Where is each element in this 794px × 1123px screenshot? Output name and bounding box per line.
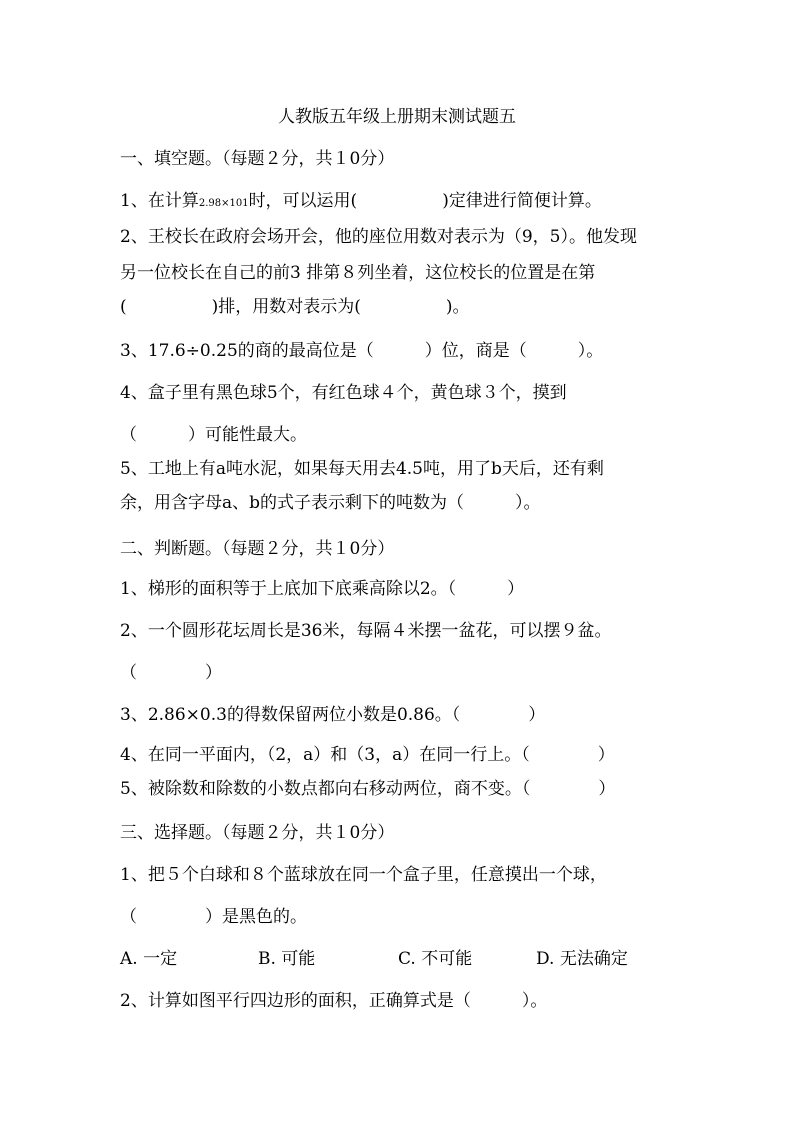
section-2-heading: 二、判断题。（每题２分，共１0分）: [120, 539, 395, 559]
question-1-2-line2: 另一位校长在自己的前3 排第８列坐着，这位校长的位置是在第: [120, 263, 596, 283]
question-1-3: 3、17.6÷0.25的商的最高位是（ ）位，商是（ ）。: [120, 341, 604, 361]
question-2-2-line2: （ ）: [120, 663, 222, 683]
question-1-1: [120, 190, 602, 215]
option-c: C. 不可能: [398, 949, 473, 969]
option-d: D. 无法确定: [536, 949, 628, 969]
question-1-4-line2: （ ）可能性最大。: [120, 425, 307, 445]
question-1-4-line1: 4、盒子里有黑色球5个，有红色球４个，黄色球３个，摸到: [120, 383, 567, 403]
question-2-2-line1: 2、一个圆形花坛周长是36米，每隔４米摆一盆花，可以摆９盆。: [120, 621, 612, 641]
question-1-5-line2: 余，用含字母a、b的式子表示剩下的吨数为（ ）。: [120, 493, 541, 513]
question-1-1-suffix: 时，可以运用( )定律进行简便计算。: [248, 191, 602, 211]
question-3-1-line1: 1、把５个白球和８个蓝球放在同一个盒子里，任意摸出一个球，: [120, 865, 607, 885]
question-1-1-prefix: 1、在计算: [120, 191, 199, 211]
page-title: 人教版五年级上册期末测试题五: [278, 107, 516, 127]
question-1-2-line1: 2、王校长在政府会场开会，他的座位用数对表示为（9，5）。他发现: [120, 227, 637, 247]
question-1-1-expression: 2.98×101: [198, 198, 249, 209]
section-1-heading: 一、填空题。（每题２分，共１0分）: [120, 149, 395, 169]
question-1-5-line1: 5、工地上有a吨水泥，如果每天用去4.5吨，用了b天后，还有剩: [120, 459, 604, 479]
question-1-2-line3: ( )排，用数对表示为( )。: [120, 297, 470, 317]
question-3-1-line2: （ ）是黑色的。: [120, 907, 307, 927]
option-b: B. 可能: [258, 949, 316, 969]
question-2-5: 5、被除数和除数的小数点都向右移动两位，商不变。（ ）: [120, 779, 616, 799]
section-3-heading: 三、选择题。（每题２分，共１0分）: [120, 823, 395, 843]
question-2-1: 1、梯形的面积等于上底加下底乘高除以2。（ ）: [120, 579, 525, 599]
question-2-3: 3、2.86×0.3的得数保留两位小数是0.86。（ ）: [120, 705, 546, 725]
question-3-2: 2、计算如图平行四边形的面积，正确算式是（ ）。: [120, 991, 548, 1011]
question-2-4: 4、在同一平面内，（2，a）和（3，a）在同一行上。（ ）: [120, 745, 615, 765]
option-a: A. 一定: [120, 949, 178, 969]
